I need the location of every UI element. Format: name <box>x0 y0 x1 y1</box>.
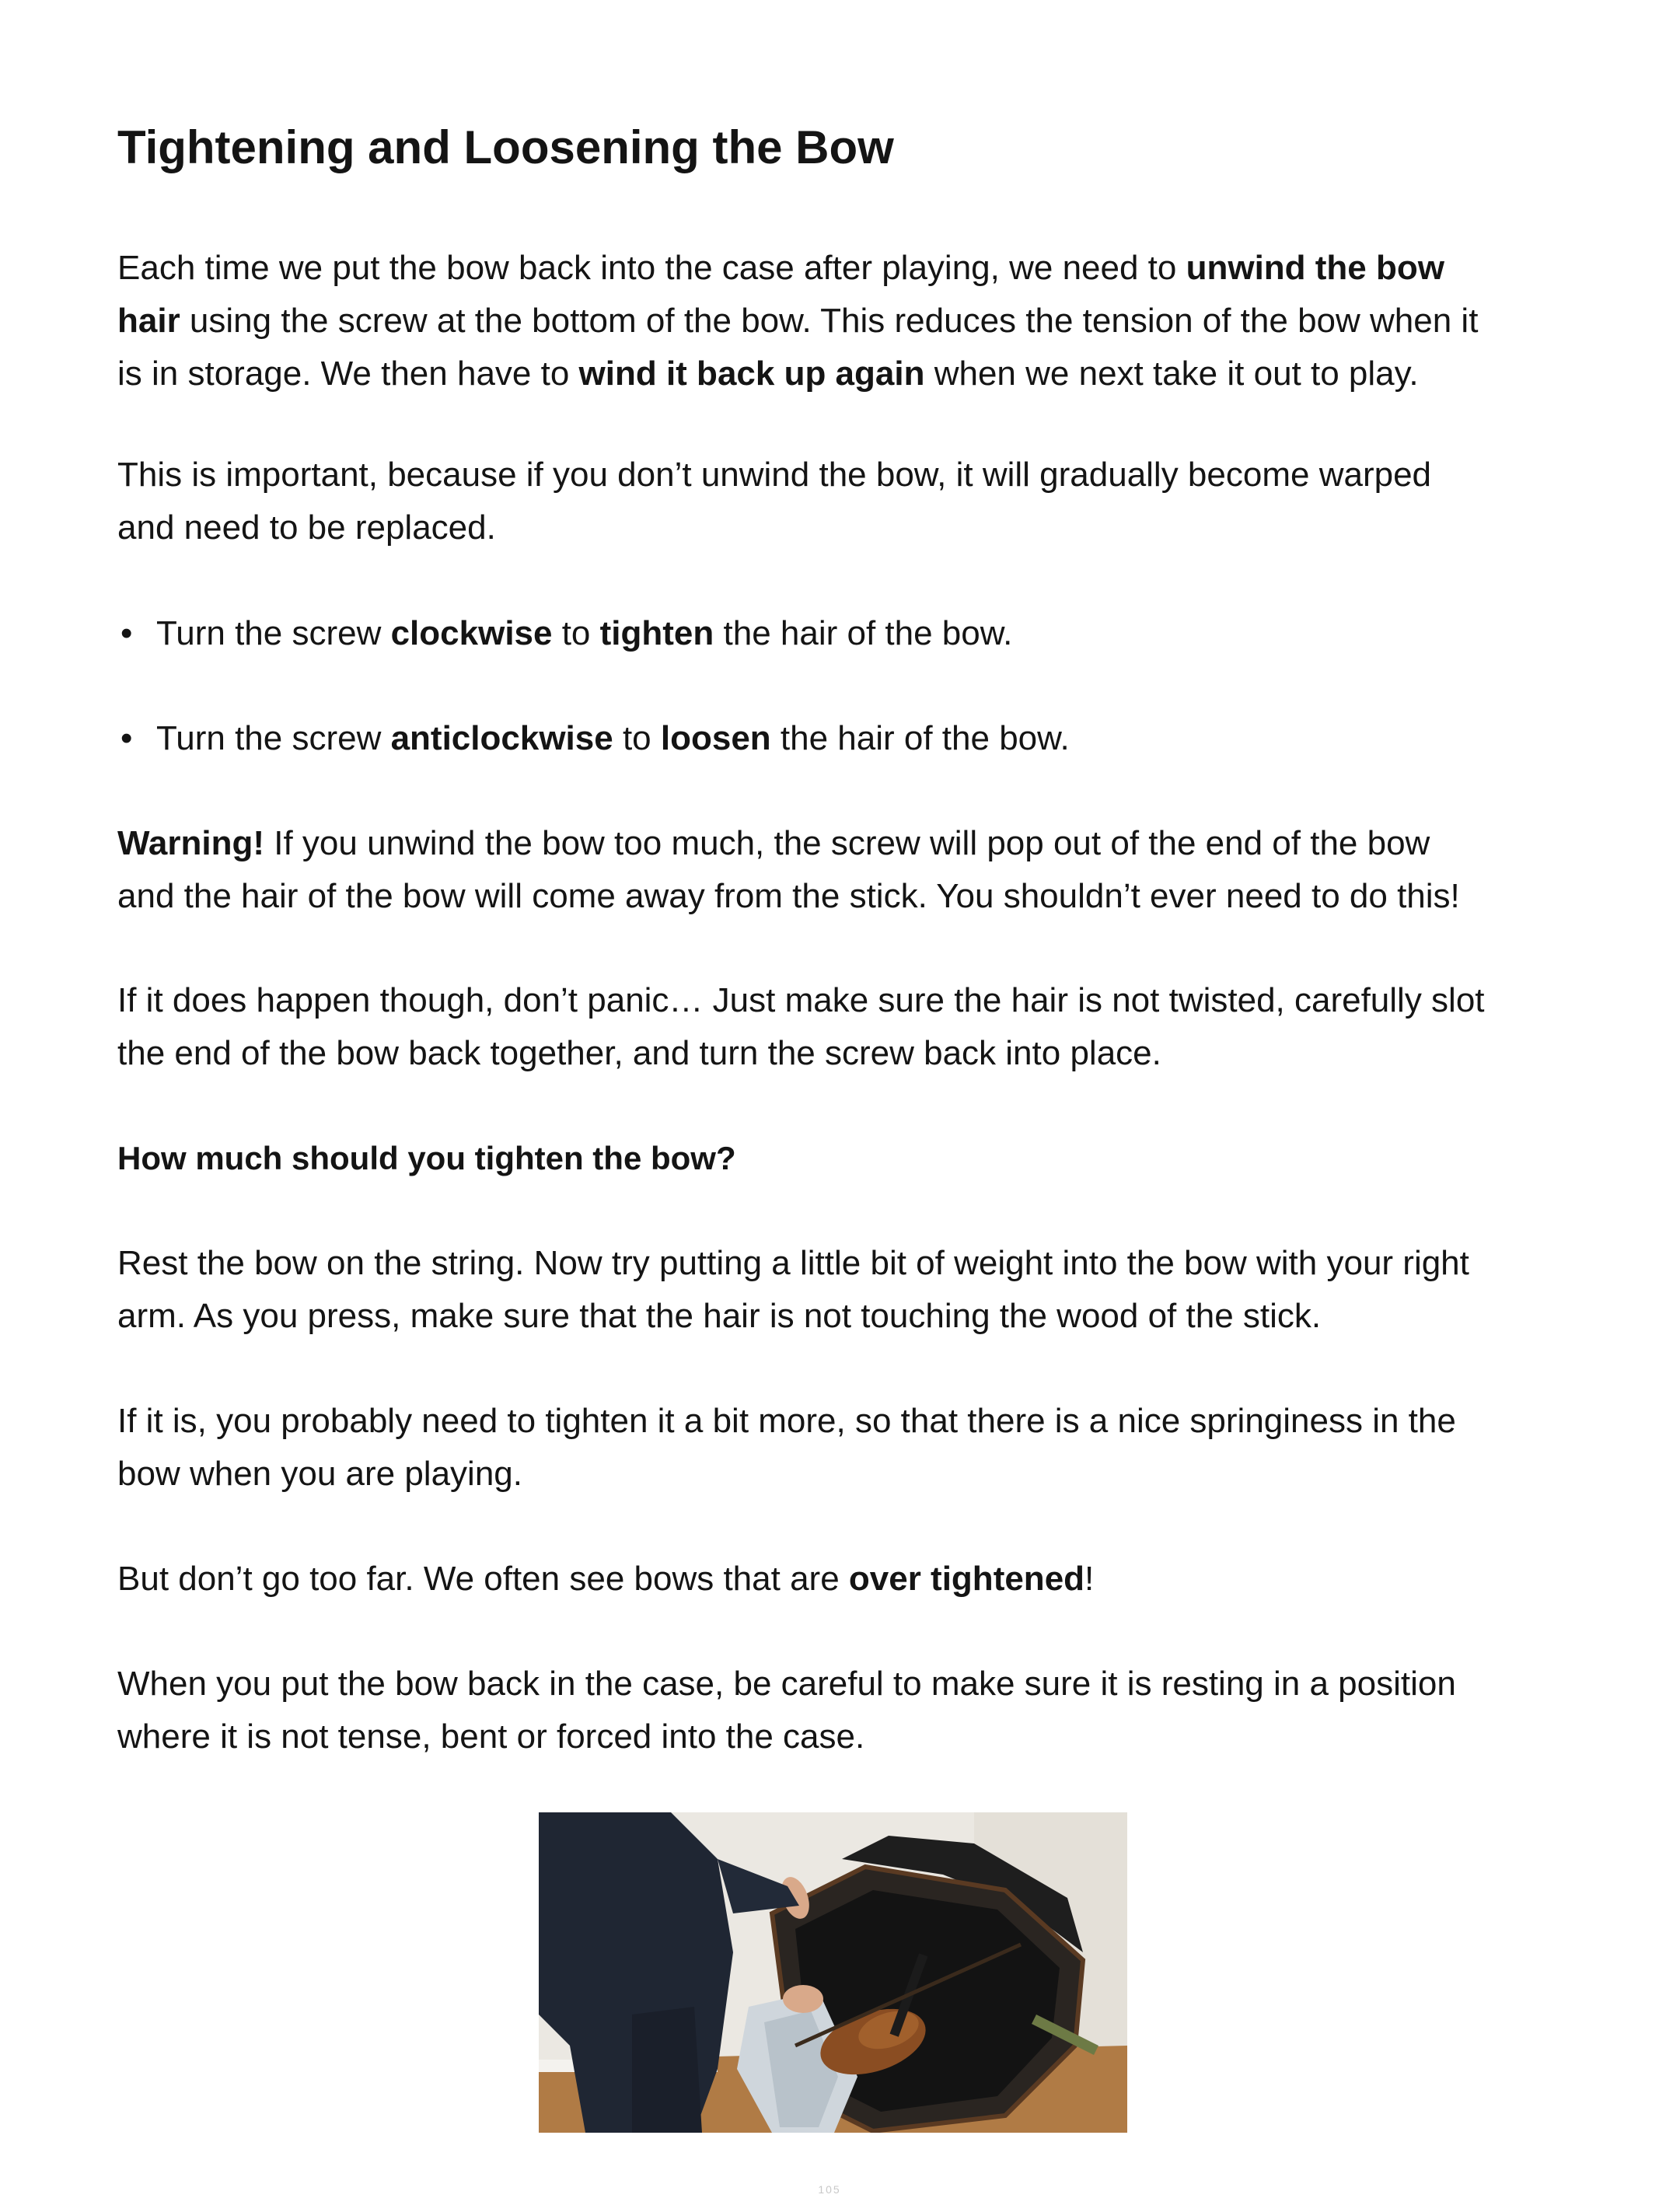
bold-text: unwind the bow <box>1186 249 1444 287</box>
text-run: Each time we put the bow back into the case after playing, we need to <box>117 249 1186 287</box>
text-line <box>117 1553 1556 1606</box>
photo-illustration <box>539 1812 1127 2133</box>
text-line <box>117 348 1556 400</box>
bold-text: over tightened <box>848 1560 1085 1598</box>
intro-paragraph <box>117 242 1556 400</box>
text-line: bow when you are playing. <box>117 1455 522 1493</box>
text-line <box>117 295 1556 348</box>
over-tightened-paragraph <box>117 1553 1556 1606</box>
text-run: If you unwind the bow too much, the screw will pop out of the end of the bow <box>264 824 1430 862</box>
violin-case-photo <box>539 1812 1127 2133</box>
list-item-text <box>156 712 1070 765</box>
rest-bow-paragraph <box>117 1237 1556 1343</box>
text-run: the hair of the bow. <box>770 719 1070 757</box>
bold-text: wind it back up again <box>578 355 925 393</box>
bullet-icon: • <box>120 614 133 652</box>
text-run: to <box>552 614 600 652</box>
text-line: If it is, you probably need to tighten it a bit more, so that there is a nice springiness in the <box>117 1402 1456 1440</box>
list-item-text <box>156 607 1012 660</box>
text-run: But don’t go too far. We often see bows that are <box>117 1560 849 1598</box>
text-run: to <box>613 719 661 757</box>
text-run: is in storage. We then have to <box>117 355 579 393</box>
list-item <box>117 607 1556 660</box>
section-subheading: How much should you tighten the bow? <box>117 1140 736 1176</box>
text-line <box>117 242 1556 295</box>
warning-label: Warning! <box>117 824 264 862</box>
text-run: Turn the screw <box>156 614 391 652</box>
bold-text: hair <box>117 302 180 340</box>
text-line <box>117 817 1556 870</box>
bold-text: tighten <box>599 614 714 652</box>
text-run: ! <box>1084 1560 1095 1598</box>
text-line: When you put the bow back in the case, be careful to make sure it is resting in a position <box>117 1665 1456 1703</box>
text-line: This is important, because if you don’t unwind the bow, it will gradually become warped <box>117 456 1432 494</box>
text-line: If it does happen though, don’t panic… Just make sure the hair is not twisted, carefully slot <box>117 981 1485 1019</box>
text-run: when we next take it out to play. <box>924 355 1419 393</box>
text-line: arm. As you press, make sure that the hair is not touching the wood of the stick. <box>117 1297 1322 1335</box>
bold-text: anticlockwise <box>390 719 613 757</box>
text-run: using the screw at the bottom of the bow. This reduces the tension of the bow when it <box>180 302 1479 340</box>
page-title: Tightening and Loosening the Bow <box>117 121 894 173</box>
page-number: 105 <box>818 2183 841 2196</box>
springiness-paragraph <box>117 1395 1556 1501</box>
reassembly-paragraph <box>117 974 1556 1080</box>
bullet-icon: • <box>120 719 133 757</box>
text-run: Turn the screw <box>156 719 391 757</box>
warning-paragraph <box>117 817 1556 923</box>
bold-text: clockwise <box>390 614 553 652</box>
text-line: the end of the bow back together, and turn the screw back into place. <box>117 1034 1161 1072</box>
text-line: and the hair of the bow will come away from the stick. You shouldn’t ever need to do this! <box>117 877 1460 915</box>
text-line: Rest the bow on the string. Now try putting a little bit of weight into the bow with your right <box>117 1244 1469 1282</box>
list-item <box>117 712 1556 765</box>
case-storage-paragraph <box>117 1658 1556 1763</box>
importance-paragraph <box>117 449 1556 554</box>
bold-text: loosen <box>660 719 771 757</box>
text-line: where it is not tense, bent or forced into the case. <box>117 1718 865 1756</box>
text-line: and need to be replaced. <box>117 508 496 547</box>
text-run: the hair of the bow. <box>714 614 1013 652</box>
